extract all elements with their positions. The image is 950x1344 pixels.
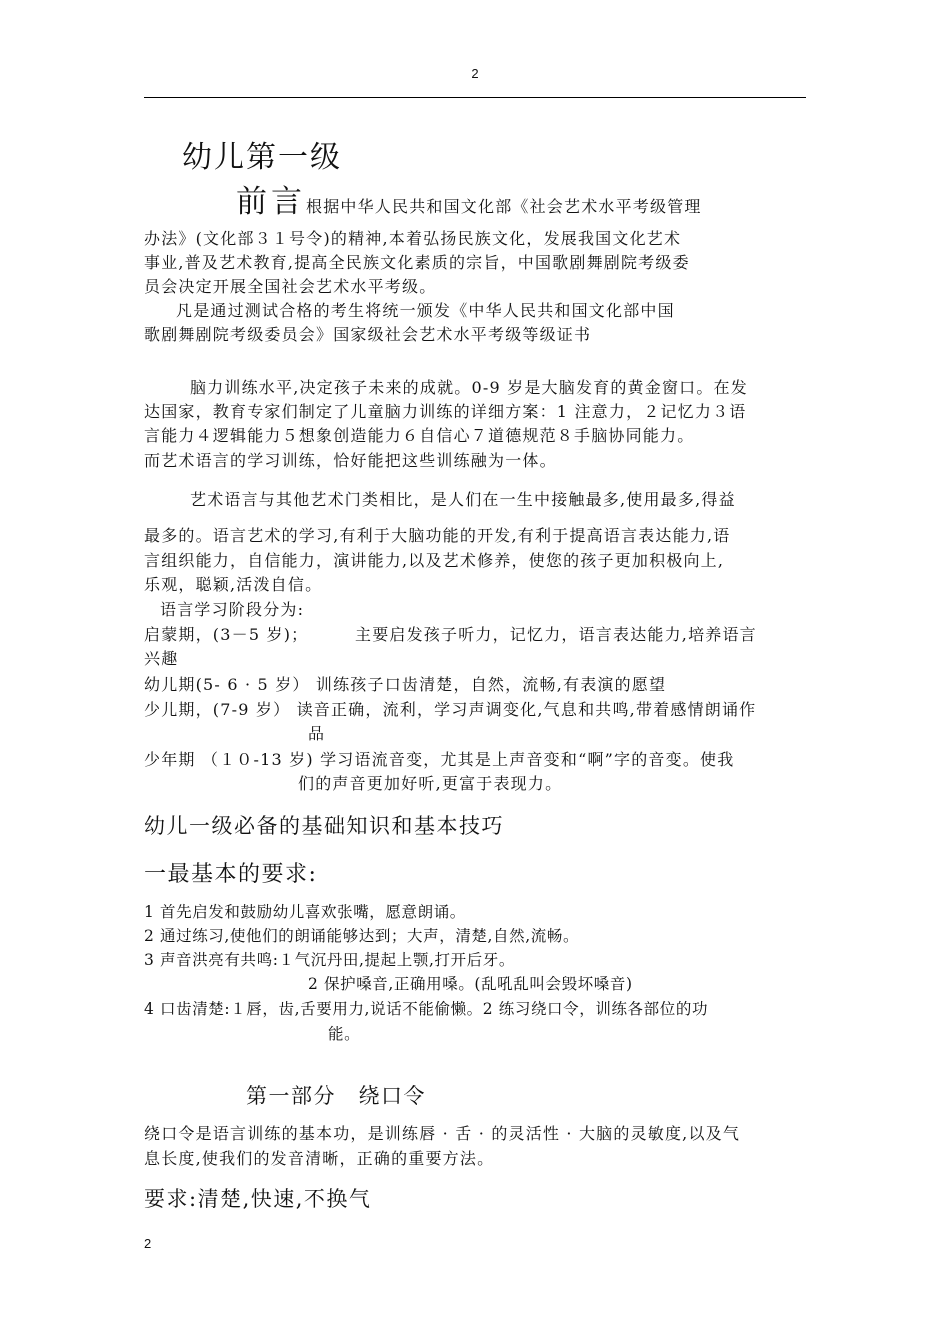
preface-line-6: 歌剧舞剧院考级委员会》国家级社会艺术水平考级等级证书 <box>144 325 592 344</box>
requirement-1: 1 首先启发和鼓励幼儿喜欢张嘴，愿意朗诵。 <box>144 903 466 921</box>
preface-text-1: 根据中华人民共和国文化部《社会艺术水平考级管理 <box>306 197 702 216</box>
stage-4: 少年期 （１０-13 岁) 学习语流音变，尤其是上声音变和“啊”字的音变。使我 <box>144 750 735 769</box>
preface-line-2: 办法》(文化部３１号令)的精神,本着弘扬民族文化，发展我国文化艺术 <box>144 229 682 248</box>
preface-line-1 <box>236 185 702 224</box>
page-number-bottom: 2 <box>144 1236 152 1251</box>
part1-requirement: 要求:清楚,快速,不换气 <box>144 1187 372 1211</box>
part1-line-2: 息长度,使我们的发音清晰，正确的重要方法。 <box>144 1149 495 1168</box>
requirement-4-cont: 能。 <box>328 1025 361 1043</box>
stage-1-cont: 兴趣 <box>144 649 179 668</box>
part1-heading: 第一部分 绕口令 <box>246 1084 426 1108</box>
stage-4-cont: 们的声音更加好听,更富于表现力。 <box>298 774 563 793</box>
basics-heading: 幼儿一级必备的基础知识和基本技巧 <box>144 814 504 838</box>
stage-3-cont: 品 <box>308 724 326 743</box>
stage-2: 幼儿期(5- 6 · 5 岁） 训练孩子口齿清楚，自然，流畅,有表演的愿望 <box>144 675 667 694</box>
requirement-2: 2 通过练习,使他们的朗诵能够达到；大声，清楚,自然,流畅。 <box>144 927 580 945</box>
requirement-3b: 2 保护嗓音,正确用嗓。(乱吼乱叫会毁坏嗓音) <box>308 975 633 993</box>
stages-heading: 语言学习阶段分为: <box>160 600 305 619</box>
stage-1-label: 启蒙期，(3－5 岁)； <box>144 625 309 644</box>
brain-line-2: 达国家，教育专家们制定了儿童脑力训练的详细方案：1 注意力，２记忆力３语 <box>144 402 747 421</box>
stage-3: 少儿期，(7-9 岁） 读音正确，流利，学习声调变化,气息和共鸣,带着感情朗诵作 <box>144 700 757 719</box>
preface-line-5: 凡是通过测试合格的考生将统一颁发《中华人民共和国文化部中国 <box>176 301 675 320</box>
requirements-heading: 一最基本的要求: <box>144 862 318 887</box>
page-title: 幼儿第一级 <box>182 140 342 175</box>
requirement-3: 3 声音洪亮有共鸣:１气沉丹田,提起上颚,打开后牙。 <box>144 951 515 969</box>
requirement-4: 4 口齿清楚:１唇，齿,舌要用力,说话不能偷懒。2 练习绕口令，训练各部位的功 <box>144 1000 709 1018</box>
art-line-2: 最多的。语言艺术的学习,有利于大脑功能的开发,有利于提高语言表达能力,语 <box>144 526 731 545</box>
preface-line-3: 事业,普及艺术教育,提高全民族文化素质的宗旨，中国歌剧舞剧院考级委 <box>144 253 690 272</box>
stage-1-text: 主要启发孩子听力，记忆力，语言表达能力,培养语言 <box>355 625 757 644</box>
art-line-1: 艺术语言与其他艺术门类相比，是人们在一生中接触最多,使用最多,得益 <box>190 490 736 509</box>
brain-line-1: 脑力训练水平,决定孩子未来的成就。0-9 岁是大脑发育的黄金窗口。在发 <box>190 378 748 397</box>
header-rule <box>144 97 806 98</box>
brain-line-3: 言能力４逻辑能力５想象创造能力６自信心７道德规范８手脑协同能力。 <box>144 426 695 445</box>
brain-line-4: 而艺术语言的学习训练，恰好能把这些训练融为一体。 <box>144 451 557 470</box>
art-line-3: 言组织能力，自信能力，演讲能力,以及艺术修养，使您的孩子更加积极向上, <box>144 551 725 570</box>
part1-line-1: 绕口令是语言训练的基本功，是训练唇 · 舌 · 的灵活性 · 大脑的灵敏度,以及气 <box>144 1124 741 1143</box>
art-line-4: 乐观，聪颖,活泼自信。 <box>144 575 323 594</box>
preface-label: 前言 <box>236 184 306 220</box>
preface-line-4: 员会决定开展全国社会艺术水平考级。 <box>144 277 437 296</box>
page-number-top: 2 <box>471 66 479 81</box>
